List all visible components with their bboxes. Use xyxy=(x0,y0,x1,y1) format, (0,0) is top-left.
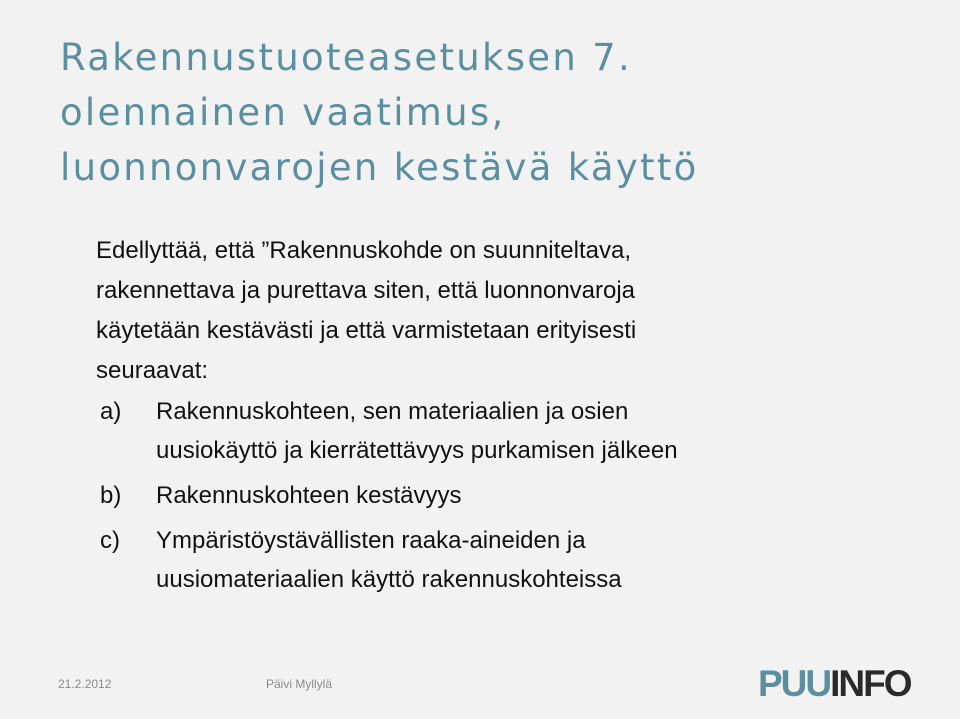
intro-line: rakennettava ja purettava siten, että luonnonvaroja xyxy=(96,277,636,304)
list-item xyxy=(100,521,900,599)
list-marker: a) xyxy=(100,398,122,425)
slide-title xyxy=(60,30,699,195)
puuinfo-logo xyxy=(758,664,911,704)
list-item-text xyxy=(156,521,622,599)
logo-part-info: INFO xyxy=(830,663,911,704)
list-item-line: uusiomateriaalien käyttö rakennuskohteissa xyxy=(156,566,622,593)
list-item-line: Ympäristöystävällisten raaka-aineiden ja xyxy=(156,527,586,554)
list-item-line: Rakennuskohteen kestävyys xyxy=(156,482,462,509)
title-line: luonnonvarojen kestävä käyttö xyxy=(60,146,699,189)
logo-part-puu: PUU xyxy=(758,663,831,704)
footer-author: Päivi Myllylä xyxy=(266,677,333,691)
list-marker: c) xyxy=(100,527,120,554)
list-item xyxy=(100,476,900,515)
requirements-list xyxy=(100,392,900,605)
intro-paragraph xyxy=(96,231,916,391)
footer-date: 21.2.2012 xyxy=(58,677,112,691)
list-item xyxy=(100,392,900,470)
intro-line: käytetään kestävästi ja että varmistetaan erityisesti xyxy=(96,317,637,344)
intro-line: Edellyttää, että ”Rakennuskohde on suunniteltava, xyxy=(96,237,632,264)
list-item-line: uusiokäyttö ja kierrätettävyys purkamisen jälkeen xyxy=(156,437,678,464)
title-line: Rakennustuoteasetuksen 7. xyxy=(60,36,633,79)
list-item-line: Rakennuskohteen, sen materiaalien ja osien xyxy=(156,398,629,425)
list-item-text xyxy=(156,476,462,515)
intro-line: seuraavat: xyxy=(96,357,209,384)
title-line: olennainen vaatimus, xyxy=(60,91,506,134)
list-marker: b) xyxy=(100,482,122,509)
list-item-text xyxy=(156,392,678,470)
